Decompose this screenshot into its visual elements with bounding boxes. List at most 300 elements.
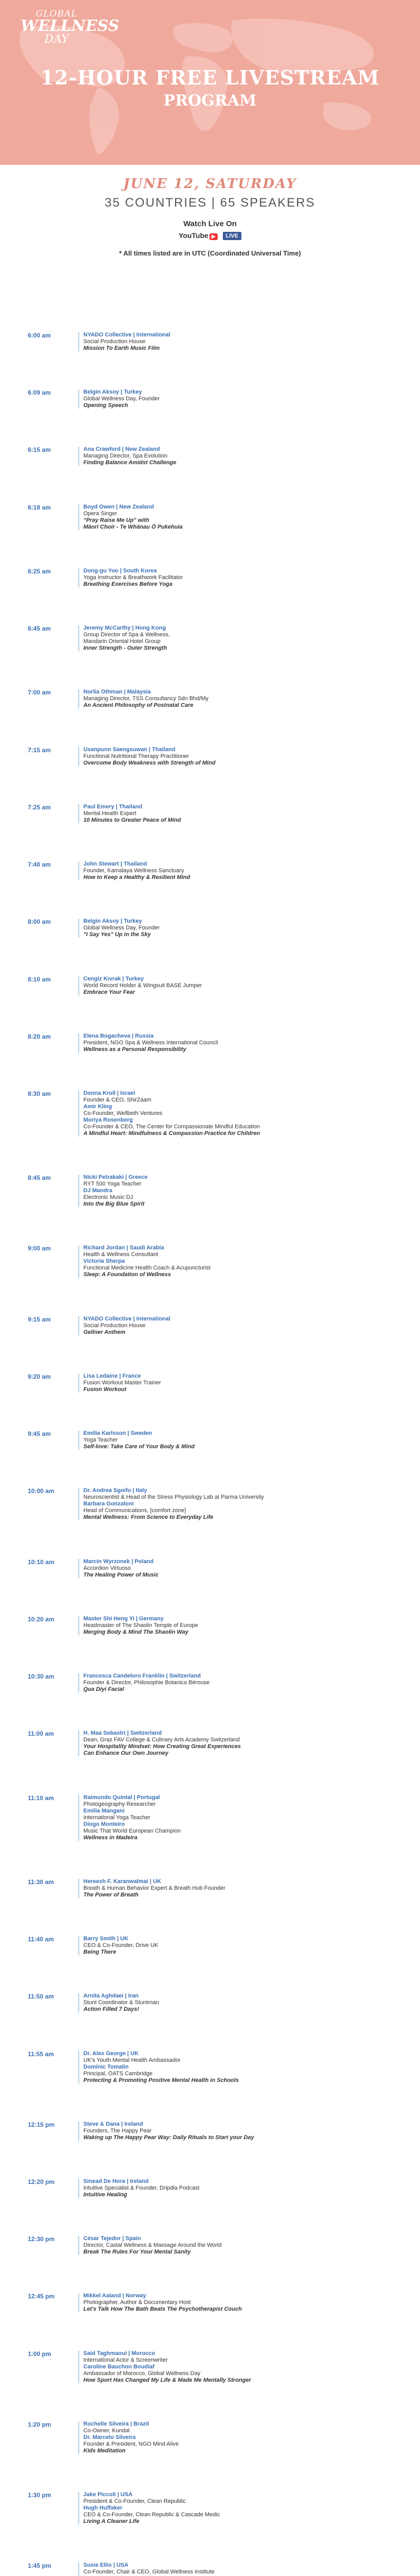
speaker-name: Dr. Andrea Sgoifo | Italy xyxy=(83,1487,147,1494)
timeline-bar xyxy=(78,1091,79,1137)
session-title: Breathing Exercises Before Yoga xyxy=(83,581,173,587)
schedule-item xyxy=(0,1430,420,1450)
speaker-name: Francesca Candeloro Franklin | Switzerland xyxy=(83,1673,201,1680)
speaker-name: Moriya Rosenberg xyxy=(83,1117,133,1124)
speaker-role: Founder & Director, Philosophie Botanica Bérouse xyxy=(83,1680,210,1686)
speaker-name: Arnita Aghdaei | Iran xyxy=(83,1993,139,1999)
speaker-role: Music That World European Champion xyxy=(83,1827,181,1834)
schedule-item xyxy=(0,504,420,531)
logo-wellness-text: WELLNESS xyxy=(21,17,119,35)
schedule-time: 1:30 pm xyxy=(28,2492,51,2499)
schedule-entry xyxy=(83,976,392,996)
speaker-role: Electronic Music DJ xyxy=(83,1194,133,1201)
schedule-time: 8:45 am xyxy=(28,1174,51,1182)
schedule-time: 6:15 am xyxy=(28,446,51,454)
speaker-role: President, NGO Spa & Wellness International Council xyxy=(83,1039,218,1046)
schedule-item xyxy=(0,2421,420,2454)
schedule-entry xyxy=(83,1730,392,1757)
schedule-item xyxy=(0,568,420,588)
session-title: Let's Talk How The Bath Beats The Psychotherapist Couch xyxy=(83,2306,242,2313)
timeline-bar xyxy=(78,1993,79,2012)
schedule-time: 1:20 pm xyxy=(28,2420,51,2428)
schedule-time: 12:45 pm xyxy=(28,2293,55,2300)
speaker-name: Belgin Aksoy | Turkey xyxy=(83,389,142,396)
speaker-name: Amir Kling xyxy=(83,1104,112,1110)
timeline-bar xyxy=(78,1559,79,1578)
schedule-time: 11:50 am xyxy=(28,1993,54,2001)
speaker-role: Yoga Instructor & Breathwork Facilitator xyxy=(83,574,183,581)
schedule-entry xyxy=(83,2235,392,2256)
schedule-entry xyxy=(83,625,392,652)
schedule-time: 9:20 am xyxy=(28,1372,51,1380)
speaker-name: NYADO Collective | International xyxy=(83,1315,170,1322)
logo-global-text: GLOBAL xyxy=(36,9,78,19)
timeline-bar xyxy=(78,568,79,587)
speaker-name: Hereesh F. Karanwalmai | UK xyxy=(83,1878,162,1885)
timeline-bar xyxy=(78,2122,79,2141)
schedule-entry xyxy=(83,1878,392,1899)
speaker-role: Co-Founder & CEO, The Center for Compassionate Mindful Education xyxy=(83,1124,260,1130)
speaker-role: Mandarin Oriental Hotel Group xyxy=(83,638,161,645)
timeline-bar xyxy=(78,504,79,530)
schedule-time: 10:20 am xyxy=(28,1615,55,1623)
speaker-name: Steve & Dana | Ireland xyxy=(83,2121,143,2127)
schedule-entry xyxy=(83,1558,392,1579)
speaker-name: Dr. Alex George | UK xyxy=(83,2050,139,2057)
timeline-bar xyxy=(78,976,79,995)
facebook-live-icon[interactable] xyxy=(223,232,241,240)
timeline-bar xyxy=(78,1673,79,1692)
schedule-time: 11:10 am xyxy=(28,1794,54,1802)
timeline-bar xyxy=(78,2421,79,2454)
event-date: JUNE 12, SATURDAY xyxy=(123,176,297,192)
schedule-item xyxy=(0,1373,420,1393)
timeline-bar xyxy=(78,447,79,466)
schedule-time: 10:30 am xyxy=(28,1673,55,1681)
session-title: Fusion Workout xyxy=(83,1386,127,1393)
schedule-item xyxy=(0,1316,420,1336)
speaker-role: Functional Medicine Health Coach & Acupuncturist xyxy=(83,1265,211,1272)
speaker-role: Yoga Teacher xyxy=(83,1437,118,1444)
schedule-entry xyxy=(83,332,392,352)
timeline-bar xyxy=(78,1936,79,1955)
schedule-item xyxy=(0,1673,420,1693)
schedule-entry xyxy=(83,2492,392,2525)
schedule-time: 6:18 am xyxy=(28,503,51,511)
session-title: Being There xyxy=(83,1949,116,1956)
speaker-role: Breath & Human Behavior Expert & Breath Hub Founder xyxy=(83,1885,225,1891)
schedule-time: 8:00 am xyxy=(28,918,51,926)
schedule-item xyxy=(0,804,420,824)
speaker-name: DJ Mandra xyxy=(83,1188,113,1194)
schedule-time: 11:55 am xyxy=(28,2050,54,2058)
page-subtitle: PROGRAM xyxy=(163,92,257,110)
speaker-name: Victoria Sherpa xyxy=(83,1258,125,1265)
speaker-role: Photogeography Researcher xyxy=(83,1801,156,1807)
schedule-time: 8:10 am xyxy=(28,975,51,983)
session-title: Qua Diyi Facial xyxy=(83,1686,124,1693)
timezone-note: * All times listed are in UTC (Coordinated Universal Time) xyxy=(119,249,301,257)
schedule-item xyxy=(0,861,420,881)
speaker-name: Jeremy McCarthy | Hong Kong xyxy=(83,625,166,632)
schedule-item xyxy=(0,1090,420,1137)
schedule-time: 1:45 pm xyxy=(28,2562,51,2570)
schedule-entry xyxy=(83,747,392,767)
header-banner xyxy=(0,0,420,165)
session-title: How to Keep a Healthy & Resilient Mind xyxy=(83,874,190,881)
timeline-bar xyxy=(78,1879,79,1898)
speaker-role: CEO & Co-Founder, Drive UK xyxy=(83,1942,159,1949)
speaker-name: Elena Bogacheva | Russia xyxy=(83,1032,154,1039)
schedule-item xyxy=(0,2121,420,2141)
speaker-name: César Tejedor | Spain xyxy=(83,2235,141,2242)
schedule-entry xyxy=(83,568,392,588)
speaker-name: Said Taghmaoui | Morocco xyxy=(83,2350,155,2357)
session-title: Embrace Your Fear xyxy=(83,989,135,995)
speaker-name: Jake Piccoli | USA xyxy=(83,2492,133,2498)
schedule-item xyxy=(0,625,420,652)
session-title: Gellner Anthem xyxy=(83,1329,126,1335)
schedule-entry xyxy=(83,1033,392,1053)
session-title: Intuitive Healing xyxy=(83,2191,127,2198)
session-title: The Power of Breath xyxy=(83,1891,138,1898)
speaker-name: Emilia Mangani xyxy=(83,1807,125,1814)
schedule-time: 6:45 am xyxy=(28,625,51,633)
schedule-time: 12:15 pm xyxy=(28,2121,55,2128)
schedule-time: 10:00 am xyxy=(28,1487,55,1495)
timeline-bar xyxy=(78,2351,79,2383)
speaker-name: Diogo Monteiro xyxy=(83,1821,125,1827)
session-title: Māori Choir - Te Whānau Ō Pukehuia xyxy=(83,523,183,530)
schedule-item xyxy=(0,747,420,767)
speaker-role: Managing Director, TSS Consultancy Sdn Bhd/My xyxy=(83,696,209,702)
schedule-time: 12:30 pm xyxy=(28,2235,55,2243)
speaker-role: World Record Holder & Wingsuit BASE Jumper xyxy=(83,982,202,989)
speaker-role: Founders, The Happy Pear xyxy=(83,2127,152,2134)
schedule-item xyxy=(0,2178,420,2198)
timeline-bar xyxy=(78,1616,79,1635)
schedule-item xyxy=(0,2562,420,2576)
speaker-role: President & Co-Founder, Clean Republic xyxy=(83,2498,186,2505)
schedule-entry xyxy=(83,1174,392,1208)
schedule-item xyxy=(0,2350,420,2384)
global-wellness-day-logo xyxy=(21,9,119,46)
session-title: Your Hospitality Mindset: How Creating Great Experiences xyxy=(83,1743,241,1750)
schedule-item xyxy=(0,2492,420,2525)
schedule-entry xyxy=(83,689,392,709)
speaker-name: Cengiz Kıvrak | Turkey xyxy=(83,975,144,982)
schedule-item xyxy=(0,1993,420,2013)
speaker-role: Head of Communications, [comfort zone] xyxy=(83,1507,186,1514)
schedule-time: 6:09 am xyxy=(28,389,51,397)
speaker-name: Richard Jordan | Saudi Arabia xyxy=(83,1245,164,1251)
schedule-entry xyxy=(83,1245,392,1278)
session-title: How Sport Has Changed My Life & Made Me Mentally Stronger xyxy=(83,2377,251,2383)
schedule-time: 7:25 am xyxy=(28,803,51,811)
speaker-role: Founder, Kamalaya Wellness Sanctuary xyxy=(83,868,184,874)
schedule-entry xyxy=(83,1487,392,1521)
session-title: Sleep: A Foundation of Wellness xyxy=(83,1272,171,1278)
speaker-name: Dong-gu Yoo | South Korea xyxy=(83,567,157,574)
schedule-item xyxy=(0,389,420,409)
speaker-name: Emilia Karlsson | Sweden xyxy=(83,1430,152,1437)
speaker-role: Global Wellness Day, Founder xyxy=(83,396,160,402)
speaker-name: NYADO Collective | International xyxy=(83,332,170,338)
schedule-time: 7:00 am xyxy=(28,689,51,697)
watch-platforms xyxy=(0,231,420,240)
schedule-time: 8:20 am xyxy=(28,1032,51,1040)
speaker-role: Fusion Workout Master Trainer xyxy=(83,1379,161,1386)
schedule-entry xyxy=(83,1936,392,1956)
speaker-role: Intuitive Specialist & Founder, Dripdla Podcast xyxy=(83,2184,200,2191)
session-title: Mental Wellness: From Science to Everyday Life xyxy=(83,1514,214,1521)
speaker-name: John Stewart | Thailand xyxy=(83,861,147,868)
speaker-role: Co-Founder, Wellbeth Ventures xyxy=(83,1110,163,1117)
speaker-name: Susie Ellis | USA xyxy=(83,2562,129,2569)
timeline-bar xyxy=(78,2179,79,2198)
youtube-play-icon: ▶ xyxy=(209,233,218,240)
session-title: Mission To Earth Music Film xyxy=(83,345,160,351)
schedule-item xyxy=(0,976,420,996)
schedule-entry xyxy=(83,389,392,409)
timeline-bar xyxy=(78,332,79,351)
schedule-item xyxy=(0,1794,420,1841)
schedule-item xyxy=(0,1616,420,1636)
session-title: Protecting & Promoting Positive Mental Health in Schools xyxy=(83,2077,239,2083)
speaker-role: International Yoga Teacher xyxy=(83,1814,151,1821)
schedule-item xyxy=(0,1558,420,1579)
schedule-entry xyxy=(83,2350,392,2384)
speaker-role: Principal, OATS Cambridge xyxy=(83,2070,153,2077)
speaker-name: Master Shi Heng Yi | Germany xyxy=(83,1615,164,1622)
schedule-time: 9:15 am xyxy=(28,1315,51,1323)
schedule-time: 10:10 am xyxy=(28,1558,55,1566)
session-title: Finding Balance Amidst Challenge xyxy=(83,460,177,466)
speaker-role: Functional Nutritional Therapy Practitioner xyxy=(83,753,189,759)
schedule-item xyxy=(0,1730,420,1757)
schedule-item xyxy=(0,1245,420,1278)
speaker-name: Mikkel Aaland | Norway xyxy=(83,2293,146,2299)
speaker-name: Lisa Ledaine | France xyxy=(83,1372,141,1379)
schedule-entry xyxy=(83,2178,392,2198)
speaker-name: Raimundo Quintal | Portugal xyxy=(83,1794,160,1801)
speaker-role: Founder & President, NGO Mind Alive xyxy=(83,2441,179,2447)
session-title: Wellness in Madeira xyxy=(83,1834,137,1841)
timeline-bar xyxy=(78,625,79,651)
schedule-entry xyxy=(83,861,392,881)
schedule-item xyxy=(0,2293,420,2313)
schedule-time: 11:30 am xyxy=(28,1878,54,1886)
speaker-name: Usanpunn Saengsuwan | Thailand xyxy=(83,746,176,753)
speaker-name: Ana Crawford | New Zealand xyxy=(83,446,160,453)
schedule-entry xyxy=(83,2050,392,2084)
timeline-bar xyxy=(78,1731,79,1756)
session-title: Overcome Body Weakness with Strength of Mind xyxy=(83,759,216,766)
timeline-bar xyxy=(78,2293,79,2312)
schedule-time: 7:15 am xyxy=(28,746,51,754)
timeline-bar xyxy=(78,1175,79,1207)
speaker-role: Health & Wellness Consultant xyxy=(83,1251,159,1258)
schedule-time: 1:00 pm xyxy=(28,2350,51,2358)
session-title: Merging Body & Mind The Shaolin Way xyxy=(83,1629,188,1635)
schedule-entry xyxy=(83,2562,392,2576)
schedule-item xyxy=(0,1878,420,1899)
speaker-role: Neuroscientist & Head of the Stress Physiology Lab at Parma University xyxy=(83,1494,264,1501)
logo-day-text: DAY xyxy=(44,33,69,46)
schedule-entry xyxy=(83,1616,392,1636)
speaker-role: Ambassador of Morocco, Global Wellness Day xyxy=(83,2370,201,2377)
session-title: Kids Meditation xyxy=(83,2447,126,2454)
session-title: Break The Rules For Your Mental Sanity xyxy=(83,2249,191,2256)
schedule-entry xyxy=(83,918,392,938)
speaker-name: Dr. Marcelo Silveira xyxy=(83,2434,136,2441)
speaker-name: Donna Kroll | Israel xyxy=(83,1090,135,1097)
speaker-role: Mental Health Expert xyxy=(83,810,136,817)
schedule-item xyxy=(0,2235,420,2256)
speaker-name: Boyd Owen | New Zealand xyxy=(83,503,154,510)
timeline-bar xyxy=(78,2563,79,2576)
timeline-bar xyxy=(78,689,79,708)
timeline-bar xyxy=(78,1431,79,1450)
session-title: Inner Strength - Outer Strength xyxy=(83,645,167,652)
speaker-role: Co-Owner, Kundal xyxy=(83,2427,130,2434)
speaker-name: Belgin Aksoy | Turkey xyxy=(83,918,142,925)
speaker-name: Paul Emery | Thailand xyxy=(83,803,143,810)
schedule-time: 6:25 am xyxy=(28,567,51,575)
speaker-name: Dominic Tomalin xyxy=(83,2063,129,2070)
timeline-bar xyxy=(78,747,79,766)
schedule-item xyxy=(0,689,420,709)
session-title: Into the Big Blue Spirit xyxy=(83,1201,145,1208)
timeline-bar xyxy=(78,389,79,409)
speaker-name: Sinead De Hora | Ireland xyxy=(83,2178,149,2184)
schedule-entry xyxy=(83,1794,392,1841)
timeline-bar xyxy=(78,804,79,823)
timeline-bar xyxy=(78,1374,79,1393)
youtube-icon[interactable] xyxy=(179,231,218,240)
schedule-entry xyxy=(83,2121,392,2141)
speaker-role: Social Production House xyxy=(83,338,146,345)
session-title: Wellness as a Personal Responsibility xyxy=(83,1046,186,1053)
schedule-time: 12:20 pm xyxy=(28,2178,55,2185)
schedule-item xyxy=(0,918,420,938)
timeline-bar xyxy=(78,2051,79,2083)
speaker-name: H. Maa Sebastri | Switzerland xyxy=(83,1730,162,1737)
schedule-entry xyxy=(83,1430,392,1450)
speaker-role: Opera Singer xyxy=(83,510,117,517)
subheader xyxy=(0,165,420,257)
schedule-entry xyxy=(83,2293,392,2313)
session-title: "I Say Yes" Up in the Sky xyxy=(83,931,151,938)
session-title: Can Enhance Our Own Journey xyxy=(83,1750,169,1757)
schedule-entry xyxy=(83,1673,392,1693)
session-title: Action Filled 7 Days! xyxy=(83,2006,139,2013)
schedule-item xyxy=(0,2050,420,2084)
event-stats: 35 COUNTRIES | 65 SPEAKERS xyxy=(104,196,316,210)
watch-live-label: Watch Live On xyxy=(183,219,237,228)
schedule-entry xyxy=(83,2421,392,2454)
schedule-item xyxy=(0,1936,420,1956)
speaker-name: Norlia Othman | Malaysia xyxy=(83,689,151,696)
speaker-role: Founder & CEO, ShirZaam xyxy=(83,1097,152,1104)
timeline-bar xyxy=(78,919,79,938)
page-title: 12-HOUR FREE LIVESTREAM xyxy=(40,66,380,89)
youtube-label: YouTube xyxy=(179,231,208,240)
speaker-role: Managing Director, Spa Evolution xyxy=(83,453,168,460)
speaker-role: CEO & Co-Founder, Clean Republic & Cascade Medic xyxy=(83,2512,220,2518)
speaker-role: Social Production House xyxy=(83,1322,146,1329)
timeline-bar xyxy=(78,1316,79,1335)
session-title: Living A Cleaner Life xyxy=(83,2518,139,2525)
speaker-name: Caroline Bauchon Boudiaf xyxy=(83,2363,155,2370)
speaker-name: Marcin Wyrzonek | Poland xyxy=(83,1558,154,1565)
schedule-time: 11:00 am xyxy=(28,1730,54,1738)
speaker-name: Nicki Petrakaki | Greece xyxy=(83,1174,148,1181)
session-title: Waking up The Happy Pear Way: Daily Rituals to Start your Day xyxy=(83,2134,254,2141)
speaker-role: Accordion Virtuoso xyxy=(83,1565,131,1571)
schedule-entry xyxy=(83,446,392,466)
speaker-role: Photographer, Author & Documentary Host xyxy=(83,2299,191,2306)
speaker-name: Rochelle Silveira | Brazil xyxy=(83,2420,149,2427)
speaker-role: Headmaster of The Shaolin Temple of Europe xyxy=(83,1622,198,1629)
schedule-entry xyxy=(83,804,392,824)
speaker-role: Global Wellness Day, Founder xyxy=(83,925,160,931)
timeline-bar xyxy=(78,1245,79,1278)
session-title: The Healing Power of Music xyxy=(83,1571,159,1578)
schedule-item xyxy=(0,1174,420,1208)
schedule-entry xyxy=(83,1316,392,1336)
session-title: Self-love: Take Care of Your Body & Mind xyxy=(83,1444,195,1450)
schedule-time: 7:40 am xyxy=(28,861,51,869)
schedule-time: 9:00 am xyxy=(28,1245,51,1252)
speaker-role: Co-Founder, Chair & CEO, Global Wellness Institute xyxy=(83,2569,215,2575)
session-title: "Pray Raise Me Up" with xyxy=(83,517,149,523)
timeline-bar xyxy=(78,1795,79,1841)
speaker-role: Stunt Coordinator & Stuntman xyxy=(83,1999,159,2006)
speaker-name: Barry Smith | UK xyxy=(83,1936,129,1942)
schedule-time: 11:40 am xyxy=(28,1936,54,1943)
schedule-time: 6:00 am xyxy=(28,332,51,339)
session-title: An Ancient Philosophy of Postnatal Care xyxy=(83,702,194,709)
facebook-live-label: LIVE xyxy=(225,232,238,239)
speaker-role: International Actor & Screenwriter xyxy=(83,2357,168,2363)
timeline-bar xyxy=(78,861,79,880)
timeline-bar xyxy=(78,1488,79,1520)
speaker-role: Group Director of Spa & Wellness, xyxy=(83,632,170,638)
schedule-time: 9:45 am xyxy=(28,1430,51,1438)
schedule-time: 8:30 am xyxy=(28,1090,51,1098)
timeline-bar xyxy=(78,2236,79,2255)
schedule-item xyxy=(0,332,420,352)
speaker-name: Hugh Huffaker xyxy=(83,2505,122,2512)
speaker-role: Dean, Graz FAV College & Culinary Arts Academy Switzerland xyxy=(83,1737,240,1743)
session-title: 10 Minutes to Greater Peace of Mind xyxy=(83,817,181,823)
schedule-item xyxy=(0,1033,420,1053)
schedule-entry xyxy=(83,1090,392,1137)
schedule-item xyxy=(0,446,420,466)
speaker-role: RYT 500 Yoga Teacher xyxy=(83,1181,142,1188)
schedule-entry xyxy=(83,1373,392,1393)
timeline-bar xyxy=(78,2492,79,2524)
speaker-name: Barbara Gonzaloni xyxy=(83,1501,134,1507)
timeline-bar xyxy=(78,1033,79,1053)
schedule-item xyxy=(0,1487,420,1521)
session-title: Opening Speech xyxy=(83,402,128,409)
schedule-entry xyxy=(83,1993,392,2013)
speaker-role: UK's Youth Mental Health Ambassador xyxy=(83,2057,181,2063)
session-title: A Mindful Heart: Mindfulness & Compassion Practice for Children xyxy=(83,1130,260,1137)
schedule-entry xyxy=(83,504,392,531)
